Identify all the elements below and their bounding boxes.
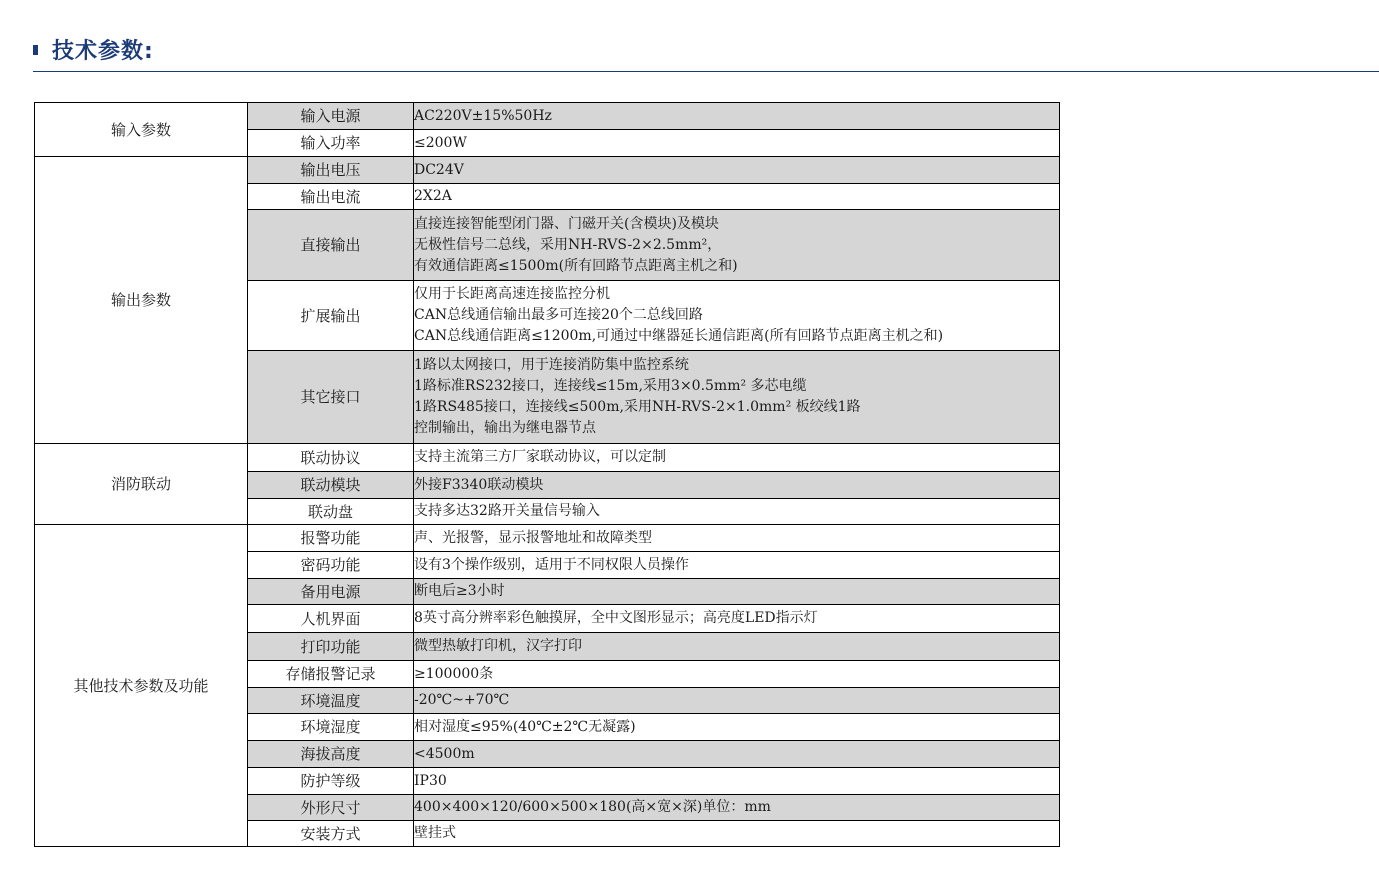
param-value-line: IP30 <box>414 772 447 789</box>
param-label: 其它接口 <box>248 351 414 444</box>
param-value-line: 支持主流第三方厂家联动协议，可以定制 <box>414 449 666 465</box>
param-value-line: <4500m <box>414 745 475 762</box>
header-divider <box>33 71 1379 72</box>
param-value-line: 仅用于长距离高速连接监控分机 <box>414 286 610 302</box>
param-value <box>414 741 1060 768</box>
param-label: 密码功能 <box>248 552 414 579</box>
table-row <box>35 157 1060 184</box>
spec-table-body <box>35 103 1060 847</box>
param-value-line: ≤200W <box>414 134 467 151</box>
param-value-line: 声、光报警，显示报警地址和故障类型 <box>414 529 652 546</box>
param-value <box>414 525 1060 552</box>
param-label: 联动盘 <box>248 499 414 525</box>
param-value-line: CAN总线通信距离≤1200m,可通过中继器延长通信距离(所有回路节点距离主机之和) <box>414 328 944 344</box>
param-value-line: 1路标准RS232接口，连接线≤15m,采用3×0.5mm² 多芯电缆 <box>414 378 807 394</box>
param-label: 环境湿度 <box>248 714 414 741</box>
param-value <box>414 444 1060 472</box>
param-value-line: 相对湿度≤95%(40℃±2℃无凝露) <box>414 718 636 735</box>
param-value <box>414 768 1060 795</box>
param-value <box>414 579 1060 605</box>
param-label: 打印功能 <box>248 633 414 661</box>
param-label: 人机界面 <box>248 605 414 633</box>
param-value-line: 支持多达32路开关量信号输入 <box>414 503 600 519</box>
param-value <box>414 633 1060 661</box>
param-value-line: 无极性信号二总线，采用NH-RVS-2×2.5mm²， <box>414 236 722 253</box>
param-value-line: 2X2A <box>414 188 452 204</box>
param-value-line: 壁挂式 <box>414 825 456 841</box>
param-value <box>414 605 1060 633</box>
section-title: 技术参数: <box>52 39 154 64</box>
param-label: 输入功率 <box>248 130 414 157</box>
param-value <box>414 103 1060 130</box>
param-value-line: 断电后≥3小时 <box>414 583 505 599</box>
param-label: 输出电压 <box>248 157 414 184</box>
param-label: 存储报警记录 <box>248 661 414 688</box>
param-label: 联动模块 <box>248 472 414 499</box>
spec-table <box>34 102 1060 847</box>
param-value <box>414 552 1060 579</box>
param-label: 外形尺寸 <box>248 795 414 821</box>
param-label: 安装方式 <box>248 821 414 847</box>
param-value-line: DC24V <box>414 161 464 178</box>
param-label: 报警功能 <box>248 525 414 552</box>
param-value-line: 8英寸高分辨率彩色触摸屏，全中文图形显示；高亮度LED指示灯 <box>414 610 818 626</box>
param-value <box>414 688 1060 714</box>
param-label: 扩展输出 <box>248 281 414 351</box>
param-value <box>414 714 1060 741</box>
param-value <box>414 472 1060 499</box>
param-value-line: 400×400×120/600×500×180(高×宽×深)单位：mm <box>414 799 771 815</box>
param-value <box>414 157 1060 184</box>
section-header <box>0 0 1379 74</box>
param-value <box>414 795 1060 821</box>
param-value-line: AC220V±15%50Hz <box>414 107 552 124</box>
param-value <box>414 130 1060 157</box>
param-value <box>414 184 1060 210</box>
param-value-line: 控制输出，输出为继电器节点 <box>414 420 596 436</box>
group-label: 输入参数 <box>35 103 248 157</box>
param-value-line: 设有3个操作级别，适用于不同权限人员操作 <box>414 556 689 573</box>
group-label: 其他技术参数及功能 <box>35 525 248 847</box>
param-value-line: 直接连接智能型闭门器、门磁开关(含模块)及模块 <box>414 215 719 232</box>
param-value-line: 外接F3340联动模块 <box>414 476 544 493</box>
param-value-line: 有效通信距离≤1500m(所有回路节点距离主机之和) <box>414 257 738 274</box>
param-label: 备用电源 <box>248 579 414 605</box>
param-value <box>414 210 1060 281</box>
param-value <box>414 351 1060 444</box>
table-row <box>35 444 1060 472</box>
param-value-line: 1路以太网接口，用于连接消防集中监控系统 <box>414 357 689 373</box>
param-label: 直接输出 <box>248 210 414 281</box>
table-row <box>35 525 1060 552</box>
table-row <box>35 103 1060 130</box>
param-value <box>414 281 1060 351</box>
param-value <box>414 821 1060 847</box>
param-value-line: CAN总线通信输出最多可连接20个二总线回路 <box>414 307 703 323</box>
param-label: 输出电流 <box>248 184 414 210</box>
param-value <box>414 661 1060 688</box>
param-value-line: ≥100000条 <box>414 665 494 682</box>
param-label: 环境温度 <box>248 688 414 714</box>
group-label: 消防联动 <box>35 444 248 525</box>
param-label: 联动协议 <box>248 444 414 472</box>
group-label: 输出参数 <box>35 157 248 444</box>
param-value-line: -20℃~+70℃ <box>414 692 510 708</box>
param-value-line: 微型热敏打印机，汉字打印 <box>414 638 582 654</box>
param-label: 输入电源 <box>248 103 414 130</box>
param-value <box>414 499 1060 525</box>
title-marker <box>33 45 38 55</box>
param-label: 海拔高度 <box>248 741 414 768</box>
param-value-line: 1路RS485接口，连接线≤500m,采用NH-RVS-2×1.0mm² 板绞线1路 <box>414 399 861 415</box>
param-label: 防护等级 <box>248 768 414 795</box>
